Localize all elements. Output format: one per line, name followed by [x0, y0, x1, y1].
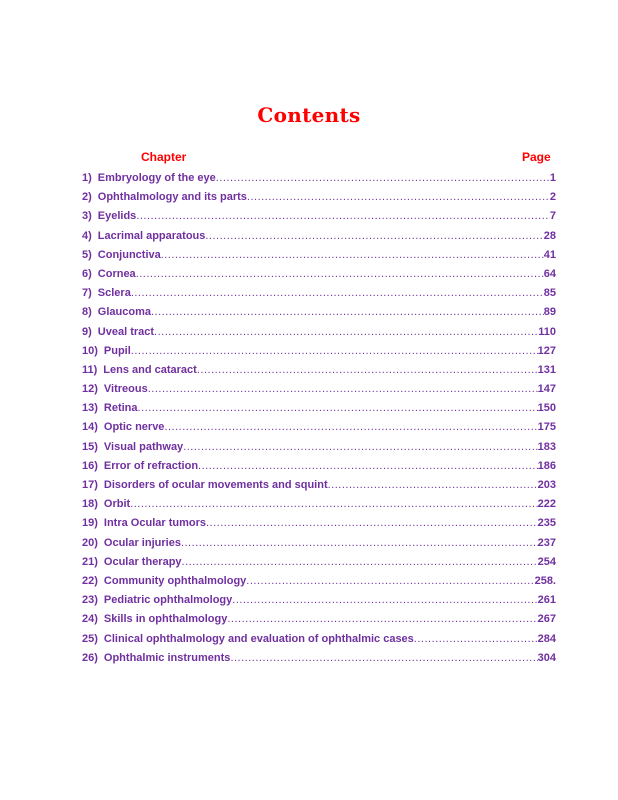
entry-title: Orbit: [103, 498, 131, 511]
dot-leader: [246, 575, 534, 587]
dot-leader: [136, 268, 544, 280]
entry-number: 3): [82, 210, 92, 223]
entry-title: Intra Ocular tumors: [103, 517, 206, 530]
dot-leader: [414, 633, 538, 645]
toc-entry[interactable]: [82, 556, 556, 575]
toc-entry[interactable]: [82, 306, 556, 325]
entry-number: 14): [82, 421, 98, 434]
dot-leader: [183, 441, 537, 453]
dot-leader: [205, 230, 543, 242]
entry-title: Eyelids: [97, 210, 137, 223]
entry-page: 41: [543, 248, 556, 261]
entry-page: 235: [537, 517, 556, 530]
entry-number: 11): [82, 363, 98, 376]
entry-page: 147: [537, 383, 556, 396]
entry-page: 1: [549, 172, 556, 184]
entry-title: Community ophthalmology: [103, 574, 247, 587]
entry-title: Conjunctiva: [97, 248, 161, 261]
entry-page: 131: [537, 363, 556, 376]
entry-number: 16): [82, 459, 98, 472]
dot-leader: [164, 421, 537, 433]
entry-number: 15): [82, 440, 98, 453]
entry-title: Vitreous: [103, 383, 148, 396]
entry-page: 2: [549, 191, 556, 204]
entry-title: Glaucoma: [97, 306, 151, 319]
table-of-contents: [82, 172, 556, 671]
dot-leader: [206, 517, 538, 529]
entry-title: Error of refraction: [103, 459, 199, 472]
dot-leader: [227, 613, 537, 625]
entry-title: Clinical ophthalmology and evaluation of ophthalmic cases: [103, 632, 414, 645]
toc-entry[interactable]: [82, 517, 556, 536]
entry-title: Uveal tract: [97, 325, 155, 338]
entry-page: 258.: [534, 574, 556, 587]
entry-page: 175: [537, 421, 556, 434]
entry-page: 89: [543, 306, 556, 319]
entry-page: 7: [549, 210, 556, 223]
entry-number: 26): [82, 651, 98, 664]
dot-leader: [182, 556, 538, 568]
entry-page: 110: [538, 325, 556, 338]
entry-page: 183: [537, 440, 556, 453]
dot-leader: [131, 345, 538, 357]
entry-title: Ophthalmic instruments: [103, 651, 231, 664]
entry-title: Optic nerve: [103, 421, 165, 434]
toc-entry[interactable]: [82, 172, 556, 191]
toc-entry[interactable]: [82, 364, 556, 383]
dot-leader: [232, 594, 537, 606]
entry-number: 12): [82, 383, 98, 396]
dot-leader: [148, 383, 538, 395]
toc-entry[interactable]: [82, 287, 556, 306]
chapter-column-header: Chapter: [141, 150, 187, 164]
toc-entry[interactable]: [82, 594, 556, 613]
toc-entry[interactable]: [82, 345, 556, 364]
entry-title: Visual pathway: [103, 440, 184, 453]
entry-page: 237: [537, 536, 556, 549]
toc-entry[interactable]: [82, 633, 556, 652]
entry-page: 304: [537, 651, 556, 664]
entry-page: 85: [543, 287, 556, 300]
entry-number: 24): [82, 613, 98, 626]
entry-number: 7): [82, 287, 92, 300]
entry-title: Skills in ophthalmology: [103, 613, 228, 626]
toc-entry[interactable]: [82, 460, 556, 479]
toc-entry[interactable]: [82, 230, 556, 249]
dot-leader: [216, 172, 550, 184]
dot-leader: [230, 652, 537, 664]
entry-number: 22): [82, 574, 98, 587]
entry-page: 186: [537, 459, 556, 472]
entry-number: 4): [82, 229, 92, 242]
entry-page: 64: [543, 267, 556, 280]
entry-title: Retina: [103, 402, 138, 415]
entry-page: 203: [537, 479, 556, 491]
toc-entry[interactable]: [82, 326, 556, 345]
toc-entry[interactable]: [82, 498, 556, 517]
dot-leader: [247, 191, 550, 203]
entry-page: 254: [537, 555, 556, 568]
entry-title: Ophthalmology and its parts: [97, 191, 247, 204]
entry-number: 20): [82, 536, 98, 549]
toc-entry[interactable]: [82, 249, 556, 268]
entry-title: Pediatric ophthalmology: [103, 594, 233, 607]
entry-number: 10): [82, 344, 98, 357]
toc-entry[interactable]: [82, 383, 556, 402]
entry-title: Ocular injuries: [103, 536, 181, 549]
entry-title: Sclera: [97, 287, 131, 300]
entry-number: 5): [82, 248, 92, 261]
toc-entry[interactable]: [82, 402, 556, 421]
entry-title: Lacrimal apparatous: [97, 229, 206, 242]
entry-number: 2): [82, 191, 92, 204]
dot-leader: [136, 210, 550, 222]
entry-title: Ocular therapy: [103, 555, 182, 568]
dot-leader: [138, 402, 538, 414]
entry-number: 25): [82, 632, 98, 645]
dot-leader: [198, 460, 538, 472]
page-title: Contents: [257, 103, 361, 127]
toc-entry[interactable]: [82, 652, 556, 671]
dot-leader: [328, 479, 538, 491]
entry-number: 19): [82, 517, 98, 530]
entry-number: 9): [82, 325, 92, 338]
toc-entry[interactable]: [82, 191, 556, 210]
toc-entry[interactable]: [82, 210, 556, 229]
toc-entry[interactable]: [82, 268, 556, 287]
toc-entry[interactable]: [82, 537, 556, 556]
dot-leader: [197, 364, 538, 376]
entry-title: Pupil: [103, 344, 131, 357]
dot-leader: [181, 537, 538, 549]
toc-entry[interactable]: [82, 441, 556, 460]
dot-leader: [130, 498, 537, 510]
dot-leader: [154, 326, 538, 338]
toc-entry[interactable]: [82, 421, 556, 440]
entry-number: 18): [82, 498, 98, 511]
entry-page: 127: [537, 344, 556, 357]
dot-leader: [131, 287, 544, 299]
toc-entry[interactable]: [82, 613, 556, 632]
entry-number: 13): [82, 402, 98, 415]
entry-title: Disorders of ocular movements and squint: [103, 479, 328, 491]
entry-title: Embryology of the eye: [97, 172, 216, 184]
page-column-header: Page: [522, 150, 551, 164]
toc-entry[interactable]: [82, 575, 556, 594]
toc-entry[interactable]: [82, 479, 556, 498]
entry-page: 150: [537, 402, 556, 415]
entry-number: 21): [82, 555, 98, 568]
entry-title: Lens and cataract: [103, 363, 197, 376]
entry-number: 17): [82, 479, 98, 491]
entry-page: 267: [537, 613, 556, 626]
entry-number: 8): [82, 306, 92, 319]
entry-page: 222: [537, 498, 556, 511]
entry-number: 1): [82, 172, 92, 184]
entry-number: 23): [82, 594, 98, 607]
entry-page: 261: [537, 594, 556, 607]
entry-page: 28: [543, 229, 556, 242]
dot-leader: [151, 306, 544, 318]
entry-page: 284: [537, 632, 556, 645]
entry-title: Cornea: [97, 267, 136, 280]
dot-leader: [161, 249, 544, 261]
entry-number: 6): [82, 267, 92, 280]
